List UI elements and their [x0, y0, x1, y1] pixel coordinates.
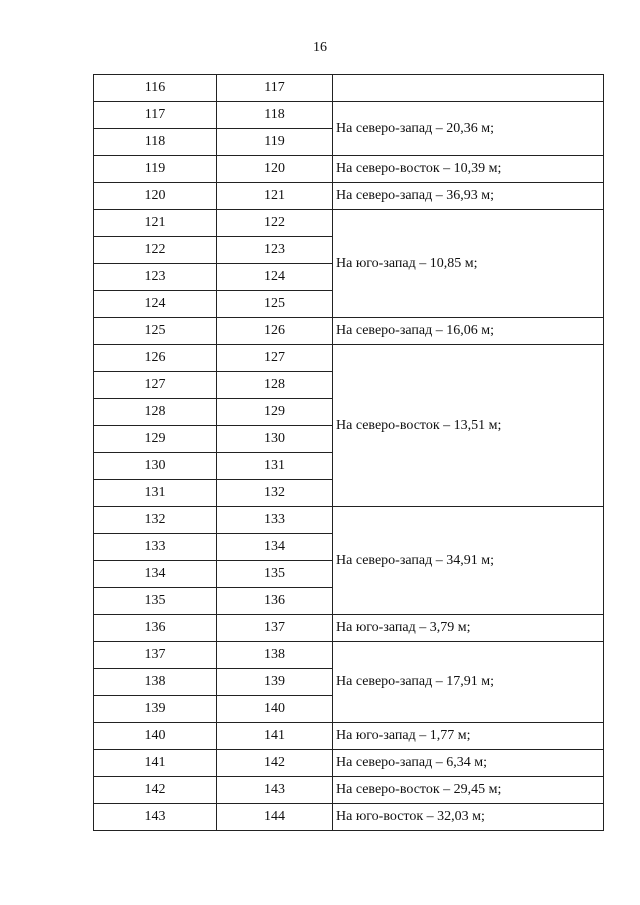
direction-distance-cell: На северо-запад – 17,91 м;	[333, 642, 604, 723]
direction-distance-cell	[333, 75, 604, 102]
point-to-cell: 133	[217, 507, 333, 534]
table-row	[94, 507, 604, 534]
point-from-cell: 120	[94, 183, 217, 210]
point-to-cell: 141	[217, 723, 333, 750]
point-to-cell: 124	[217, 264, 333, 291]
table-row	[94, 723, 604, 750]
direction-distance-cell: На северо-запад – 20,36 м;	[333, 102, 604, 156]
point-to-cell: 121	[217, 183, 333, 210]
point-to-cell: 125	[217, 291, 333, 318]
point-from-cell: 133	[94, 534, 217, 561]
direction-distance-cell: На северо-запад – 6,34 м;	[333, 750, 604, 777]
direction-distance-cell: На северо-запад – 16,06 м;	[333, 318, 604, 345]
point-from-cell: 123	[94, 264, 217, 291]
point-to-cell: 139	[217, 669, 333, 696]
table-row	[94, 102, 604, 129]
boundary-table	[93, 74, 604, 831]
point-from-cell: 135	[94, 588, 217, 615]
point-to-cell: 127	[217, 345, 333, 372]
point-to-cell: 118	[217, 102, 333, 129]
point-from-cell: 126	[94, 345, 217, 372]
point-from-cell: 139	[94, 696, 217, 723]
point-to-cell: 137	[217, 615, 333, 642]
table-row	[94, 318, 604, 345]
table-row	[94, 183, 604, 210]
point-from-cell: 142	[94, 777, 217, 804]
point-from-cell: 138	[94, 669, 217, 696]
point-to-cell: 126	[217, 318, 333, 345]
point-to-cell: 120	[217, 156, 333, 183]
point-from-cell: 119	[94, 156, 217, 183]
direction-distance-cell: На северо-восток – 29,45 м;	[333, 777, 604, 804]
point-from-cell: 122	[94, 237, 217, 264]
point-to-cell: 119	[217, 129, 333, 156]
point-from-cell: 132	[94, 507, 217, 534]
point-from-cell: 117	[94, 102, 217, 129]
table-row	[94, 642, 604, 669]
direction-distance-cell: На юго-восток – 32,03 м;	[333, 804, 604, 831]
direction-distance-cell: На северо-восток – 10,39 м;	[333, 156, 604, 183]
point-from-cell: 141	[94, 750, 217, 777]
page-number: 16	[313, 40, 327, 55]
boundary-table-body	[94, 75, 604, 831]
direction-distance-cell: На северо-запад – 34,91 м;	[333, 507, 604, 615]
table-row	[94, 75, 604, 102]
point-to-cell: 140	[217, 696, 333, 723]
point-from-cell: 128	[94, 399, 217, 426]
point-to-cell: 130	[217, 426, 333, 453]
point-to-cell: 144	[217, 804, 333, 831]
point-to-cell: 143	[217, 777, 333, 804]
point-to-cell: 138	[217, 642, 333, 669]
direction-distance-cell: На северо-восток – 13,51 м;	[333, 345, 604, 507]
point-to-cell: 128	[217, 372, 333, 399]
point-from-cell: 130	[94, 453, 217, 480]
table-row	[94, 156, 604, 183]
point-from-cell: 127	[94, 372, 217, 399]
point-to-cell: 142	[217, 750, 333, 777]
table-row	[94, 210, 604, 237]
point-from-cell: 118	[94, 129, 217, 156]
point-to-cell: 134	[217, 534, 333, 561]
direction-distance-cell: На северо-запад – 36,93 м;	[333, 183, 604, 210]
point-from-cell: 116	[94, 75, 217, 102]
direction-distance-cell: На юго-запад – 10,85 м;	[333, 210, 604, 318]
point-to-cell: 131	[217, 453, 333, 480]
point-from-cell: 124	[94, 291, 217, 318]
direction-distance-cell: На юго-запад – 1,77 м;	[333, 723, 604, 750]
point-to-cell: 129	[217, 399, 333, 426]
point-to-cell: 117	[217, 75, 333, 102]
point-to-cell: 135	[217, 561, 333, 588]
point-from-cell: 121	[94, 210, 217, 237]
point-from-cell: 125	[94, 318, 217, 345]
point-from-cell: 136	[94, 615, 217, 642]
point-from-cell: 134	[94, 561, 217, 588]
table-row	[94, 345, 604, 372]
point-to-cell: 123	[217, 237, 333, 264]
table-row	[94, 804, 604, 831]
point-to-cell: 136	[217, 588, 333, 615]
point-from-cell: 131	[94, 480, 217, 507]
table-row	[94, 777, 604, 804]
point-from-cell: 137	[94, 642, 217, 669]
table-row	[94, 750, 604, 777]
point-from-cell: 140	[94, 723, 217, 750]
direction-distance-cell: На юго-запад – 3,79 м;	[333, 615, 604, 642]
point-to-cell: 132	[217, 480, 333, 507]
point-from-cell: 129	[94, 426, 217, 453]
table-row	[94, 615, 604, 642]
point-to-cell: 122	[217, 210, 333, 237]
point-from-cell: 143	[94, 804, 217, 831]
